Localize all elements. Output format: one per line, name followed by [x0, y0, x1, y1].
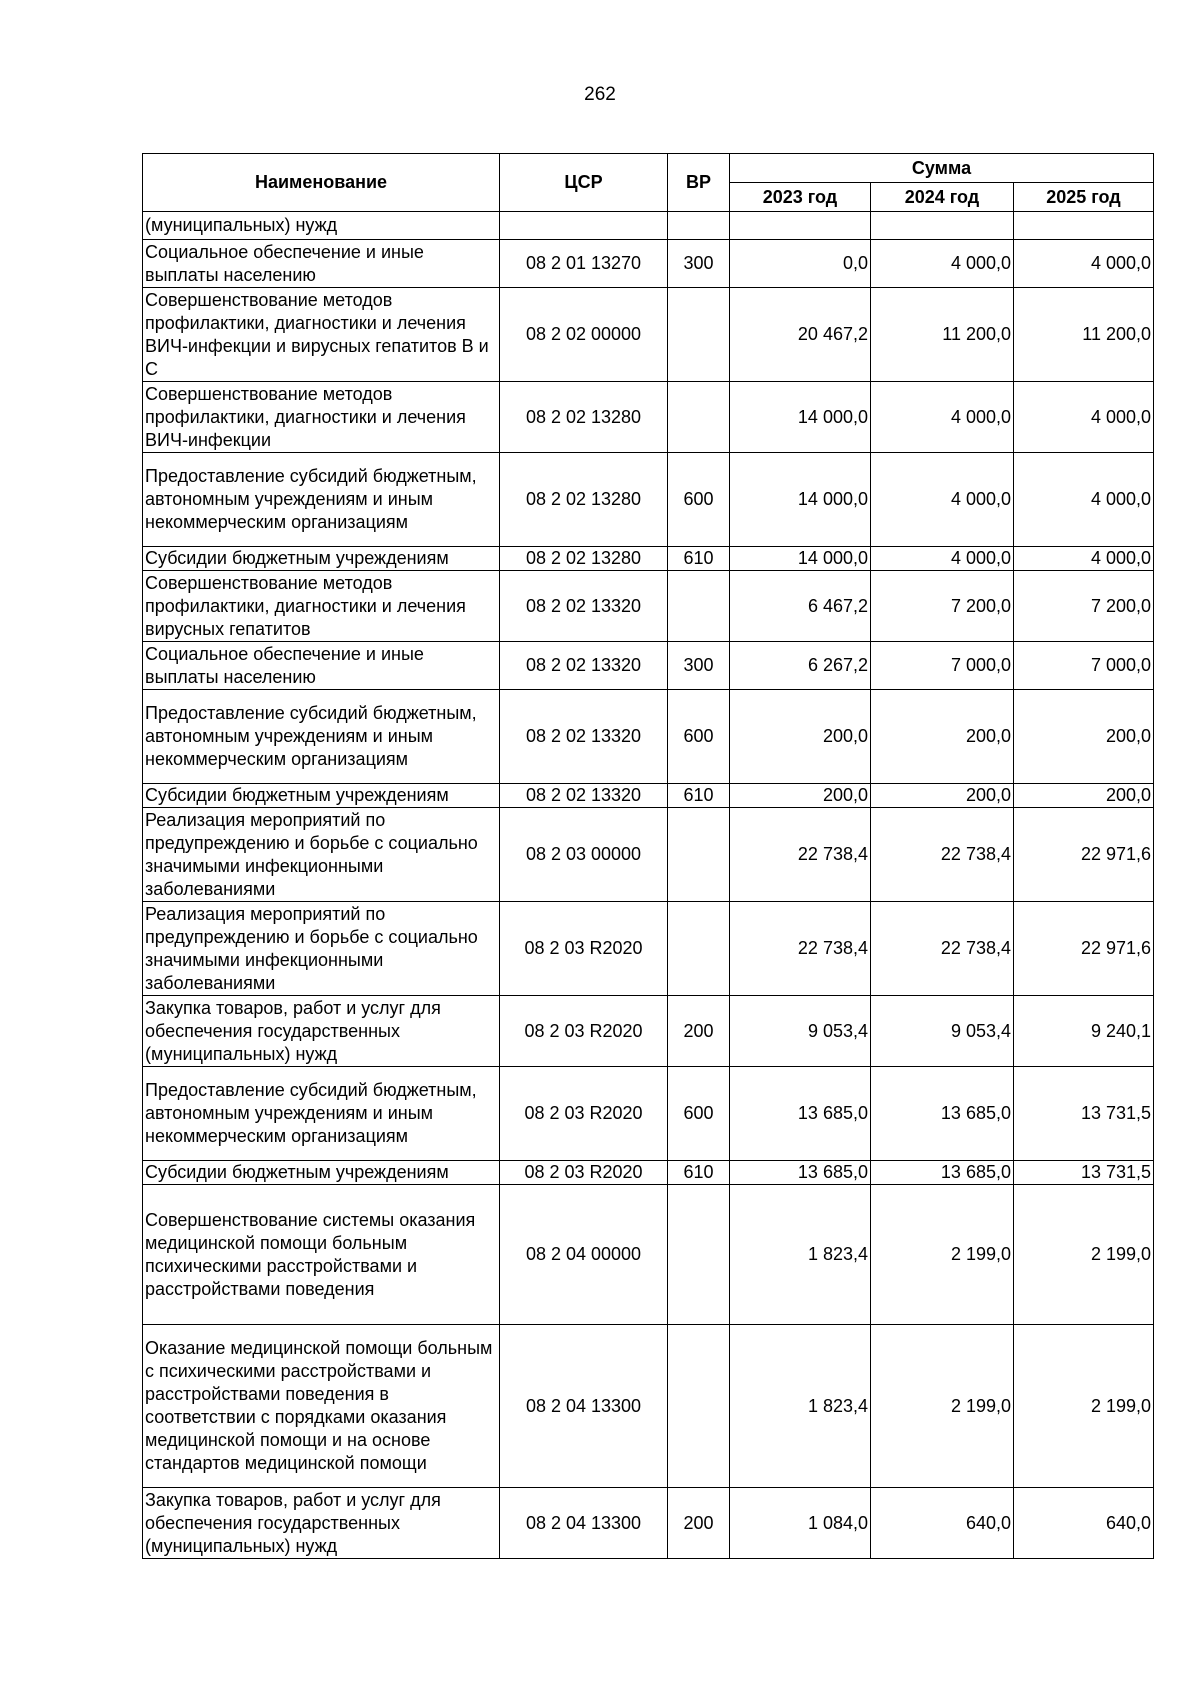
table-row	[143, 1325, 1154, 1488]
row-csr: 08 2 03 R2020	[500, 902, 668, 996]
table-row	[143, 453, 1154, 547]
row-2025: 640,0	[1014, 1488, 1154, 1559]
row-csr: 08 2 02 13320	[500, 642, 668, 690]
table-row	[143, 690, 1154, 784]
row-csr: 08 2 02 13280	[500, 547, 668, 571]
header-2024: 2024 год	[871, 183, 1014, 212]
table-row	[143, 1185, 1154, 1325]
row-name: Оказание медицинской помощи больным с психическими расстройствами и расстройствами поведения в соответствии с порядками оказания медицинской помощи и на основе стандартов медицинской помощи	[143, 1325, 500, 1488]
row-vr	[668, 382, 730, 453]
row-vr: 300	[668, 642, 730, 690]
row-name: Предоставление субсидий бюджетным, автономным учреждениям и иным некоммерческим организациям	[143, 453, 500, 547]
row-2025: 7 000,0	[1014, 642, 1154, 690]
row-name: Совершенствование методов профилактики, диагностики и лечения ВИЧ-инфекции и вирусных гепатитов В и С	[143, 288, 500, 382]
row-2024: 7 000,0	[871, 642, 1014, 690]
row-name: Реализация мероприятий по предупреждению и борьбе с социально значимыми инфекционными заболеваниями	[143, 902, 500, 996]
row-vr	[668, 808, 730, 902]
row-2025: 200,0	[1014, 784, 1154, 808]
row-2023: 1 823,4	[730, 1325, 871, 1488]
row-vr: 300	[668, 240, 730, 288]
row-vr: 610	[668, 784, 730, 808]
row-csr: 08 2 03 R2020	[500, 1161, 668, 1185]
row-2024: 7 200,0	[871, 571, 1014, 642]
row-2023: 200,0	[730, 690, 871, 784]
row-csr: 08 2 04 13300	[500, 1488, 668, 1559]
row-2024: 200,0	[871, 690, 1014, 784]
table-row	[143, 784, 1154, 808]
row-2024: 2 199,0	[871, 1325, 1014, 1488]
row-vr: 600	[668, 453, 730, 547]
row-2023: 13 685,0	[730, 1067, 871, 1161]
row-2025	[1014, 212, 1154, 240]
row-csr: 08 2 02 13320	[500, 690, 668, 784]
row-name: Закупка товаров, работ и услуг для обеспечения государственных (муниципальных) нужд	[143, 996, 500, 1067]
row-2025: 11 200,0	[1014, 288, 1154, 382]
row-csr: 08 2 03 R2020	[500, 996, 668, 1067]
table-row	[143, 1161, 1154, 1185]
row-2023: 200,0	[730, 784, 871, 808]
row-2023: 13 685,0	[730, 1161, 871, 1185]
row-2023: 6 467,2	[730, 571, 871, 642]
row-csr: 08 2 03 R2020	[500, 1067, 668, 1161]
table-body	[143, 212, 1154, 1559]
row-2023	[730, 212, 871, 240]
row-2024: 640,0	[871, 1488, 1014, 1559]
row-vr: 600	[668, 690, 730, 784]
row-csr: 08 2 04 00000	[500, 1185, 668, 1325]
row-name: Совершенствование методов профилактики, диагностики и лечения вирусных гепатитов	[143, 571, 500, 642]
row-csr: 08 2 02 13320	[500, 784, 668, 808]
row-vr	[668, 571, 730, 642]
row-2025: 4 000,0	[1014, 453, 1154, 547]
row-2023: 1 084,0	[730, 1488, 871, 1559]
table-row	[143, 240, 1154, 288]
row-2024: 200,0	[871, 784, 1014, 808]
row-csr	[500, 212, 668, 240]
budget-table	[142, 153, 1154, 1559]
header-2025: 2025 год	[1014, 183, 1154, 212]
row-2025: 4 000,0	[1014, 240, 1154, 288]
row-2025: 7 200,0	[1014, 571, 1154, 642]
table-row	[143, 902, 1154, 996]
row-vr: 600	[668, 1067, 730, 1161]
row-name: Субсидии бюджетным учреждениям	[143, 1161, 500, 1185]
row-2023: 0,0	[730, 240, 871, 288]
table-row	[143, 642, 1154, 690]
row-2024: 4 000,0	[871, 453, 1014, 547]
row-vr: 200	[668, 996, 730, 1067]
row-vr	[668, 212, 730, 240]
table-header	[143, 154, 1154, 212]
header-name: Наименование	[143, 154, 500, 212]
row-vr	[668, 1325, 730, 1488]
row-name: Совершенствование методов профилактики, диагностики и лечения ВИЧ-инфекции	[143, 382, 500, 453]
row-csr: 08 2 02 13280	[500, 382, 668, 453]
row-2025: 4 000,0	[1014, 547, 1154, 571]
row-2023: 14 000,0	[730, 547, 871, 571]
row-name: Социальное обеспечение и иные выплаты населению	[143, 240, 500, 288]
row-vr: 610	[668, 1161, 730, 1185]
row-2025: 9 240,1	[1014, 996, 1154, 1067]
row-2024: 13 685,0	[871, 1067, 1014, 1161]
header-vr: ВР	[668, 154, 730, 212]
row-name: (муниципальных) нужд	[143, 212, 500, 240]
row-2023: 22 738,4	[730, 902, 871, 996]
table-row	[143, 212, 1154, 240]
row-vr: 610	[668, 547, 730, 571]
row-2023: 6 267,2	[730, 642, 871, 690]
row-2023: 14 000,0	[730, 453, 871, 547]
row-name: Социальное обеспечение и иные выплаты населению	[143, 642, 500, 690]
row-2024: 22 738,4	[871, 808, 1014, 902]
row-2024: 4 000,0	[871, 382, 1014, 453]
row-csr: 08 2 03 00000	[500, 808, 668, 902]
row-2024: 4 000,0	[871, 547, 1014, 571]
row-csr: 08 2 02 13320	[500, 571, 668, 642]
row-vr	[668, 902, 730, 996]
row-vr: 200	[668, 1488, 730, 1559]
row-csr: 08 2 04 13300	[500, 1325, 668, 1488]
table-row	[143, 571, 1154, 642]
row-2025: 200,0	[1014, 690, 1154, 784]
header-sum: Сумма	[730, 154, 1154, 183]
table-row	[143, 1067, 1154, 1161]
row-2023: 9 053,4	[730, 996, 871, 1067]
table-row	[143, 996, 1154, 1067]
row-2025: 2 199,0	[1014, 1185, 1154, 1325]
row-2023: 14 000,0	[730, 382, 871, 453]
page-number: 262	[584, 84, 616, 105]
row-csr: 08 2 02 13280	[500, 453, 668, 547]
row-2023: 20 467,2	[730, 288, 871, 382]
table-row	[143, 382, 1154, 453]
row-2023: 22 738,4	[730, 808, 871, 902]
header-csr: ЦСР	[500, 154, 668, 212]
row-name: Субсидии бюджетным учреждениям	[143, 784, 500, 808]
row-csr: 08 2 02 00000	[500, 288, 668, 382]
row-2024: 4 000,0	[871, 240, 1014, 288]
row-2025: 2 199,0	[1014, 1325, 1154, 1488]
row-2025: 13 731,5	[1014, 1067, 1154, 1161]
row-name: Совершенствование системы оказания медицинской помощи больным психическими расстройствами и расстройствами поведения	[143, 1185, 500, 1325]
row-name: Реализация мероприятий по предупреждению и борьбе с социально значимыми инфекционными заболеваниями	[143, 808, 500, 902]
row-name: Предоставление субсидий бюджетным, автономным учреждениям и иным некоммерческим организациям	[143, 1067, 500, 1161]
row-2024: 22 738,4	[871, 902, 1014, 996]
row-2024: 13 685,0	[871, 1161, 1014, 1185]
header-2023: 2023 год	[730, 183, 871, 212]
row-2025: 4 000,0	[1014, 382, 1154, 453]
table-row	[143, 288, 1154, 382]
row-vr	[668, 1185, 730, 1325]
table-row	[143, 1488, 1154, 1559]
row-vr	[668, 288, 730, 382]
row-csr: 08 2 01 13270	[500, 240, 668, 288]
row-2024	[871, 212, 1014, 240]
row-2025: 22 971,6	[1014, 902, 1154, 996]
row-2025: 22 971,6	[1014, 808, 1154, 902]
row-2025: 13 731,5	[1014, 1161, 1154, 1185]
row-name: Предоставление субсидий бюджетным, автономным учреждениям и иным некоммерческим организациям	[143, 690, 500, 784]
row-name: Закупка товаров, работ и услуг для обеспечения государственных (муниципальных) нужд	[143, 1488, 500, 1559]
row-name: Субсидии бюджетным учреждениям	[143, 547, 500, 571]
row-2024: 2 199,0	[871, 1185, 1014, 1325]
table-row	[143, 547, 1154, 571]
table-row	[143, 808, 1154, 902]
row-2024: 11 200,0	[871, 288, 1014, 382]
row-2023: 1 823,4	[730, 1185, 871, 1325]
row-2024: 9 053,4	[871, 996, 1014, 1067]
